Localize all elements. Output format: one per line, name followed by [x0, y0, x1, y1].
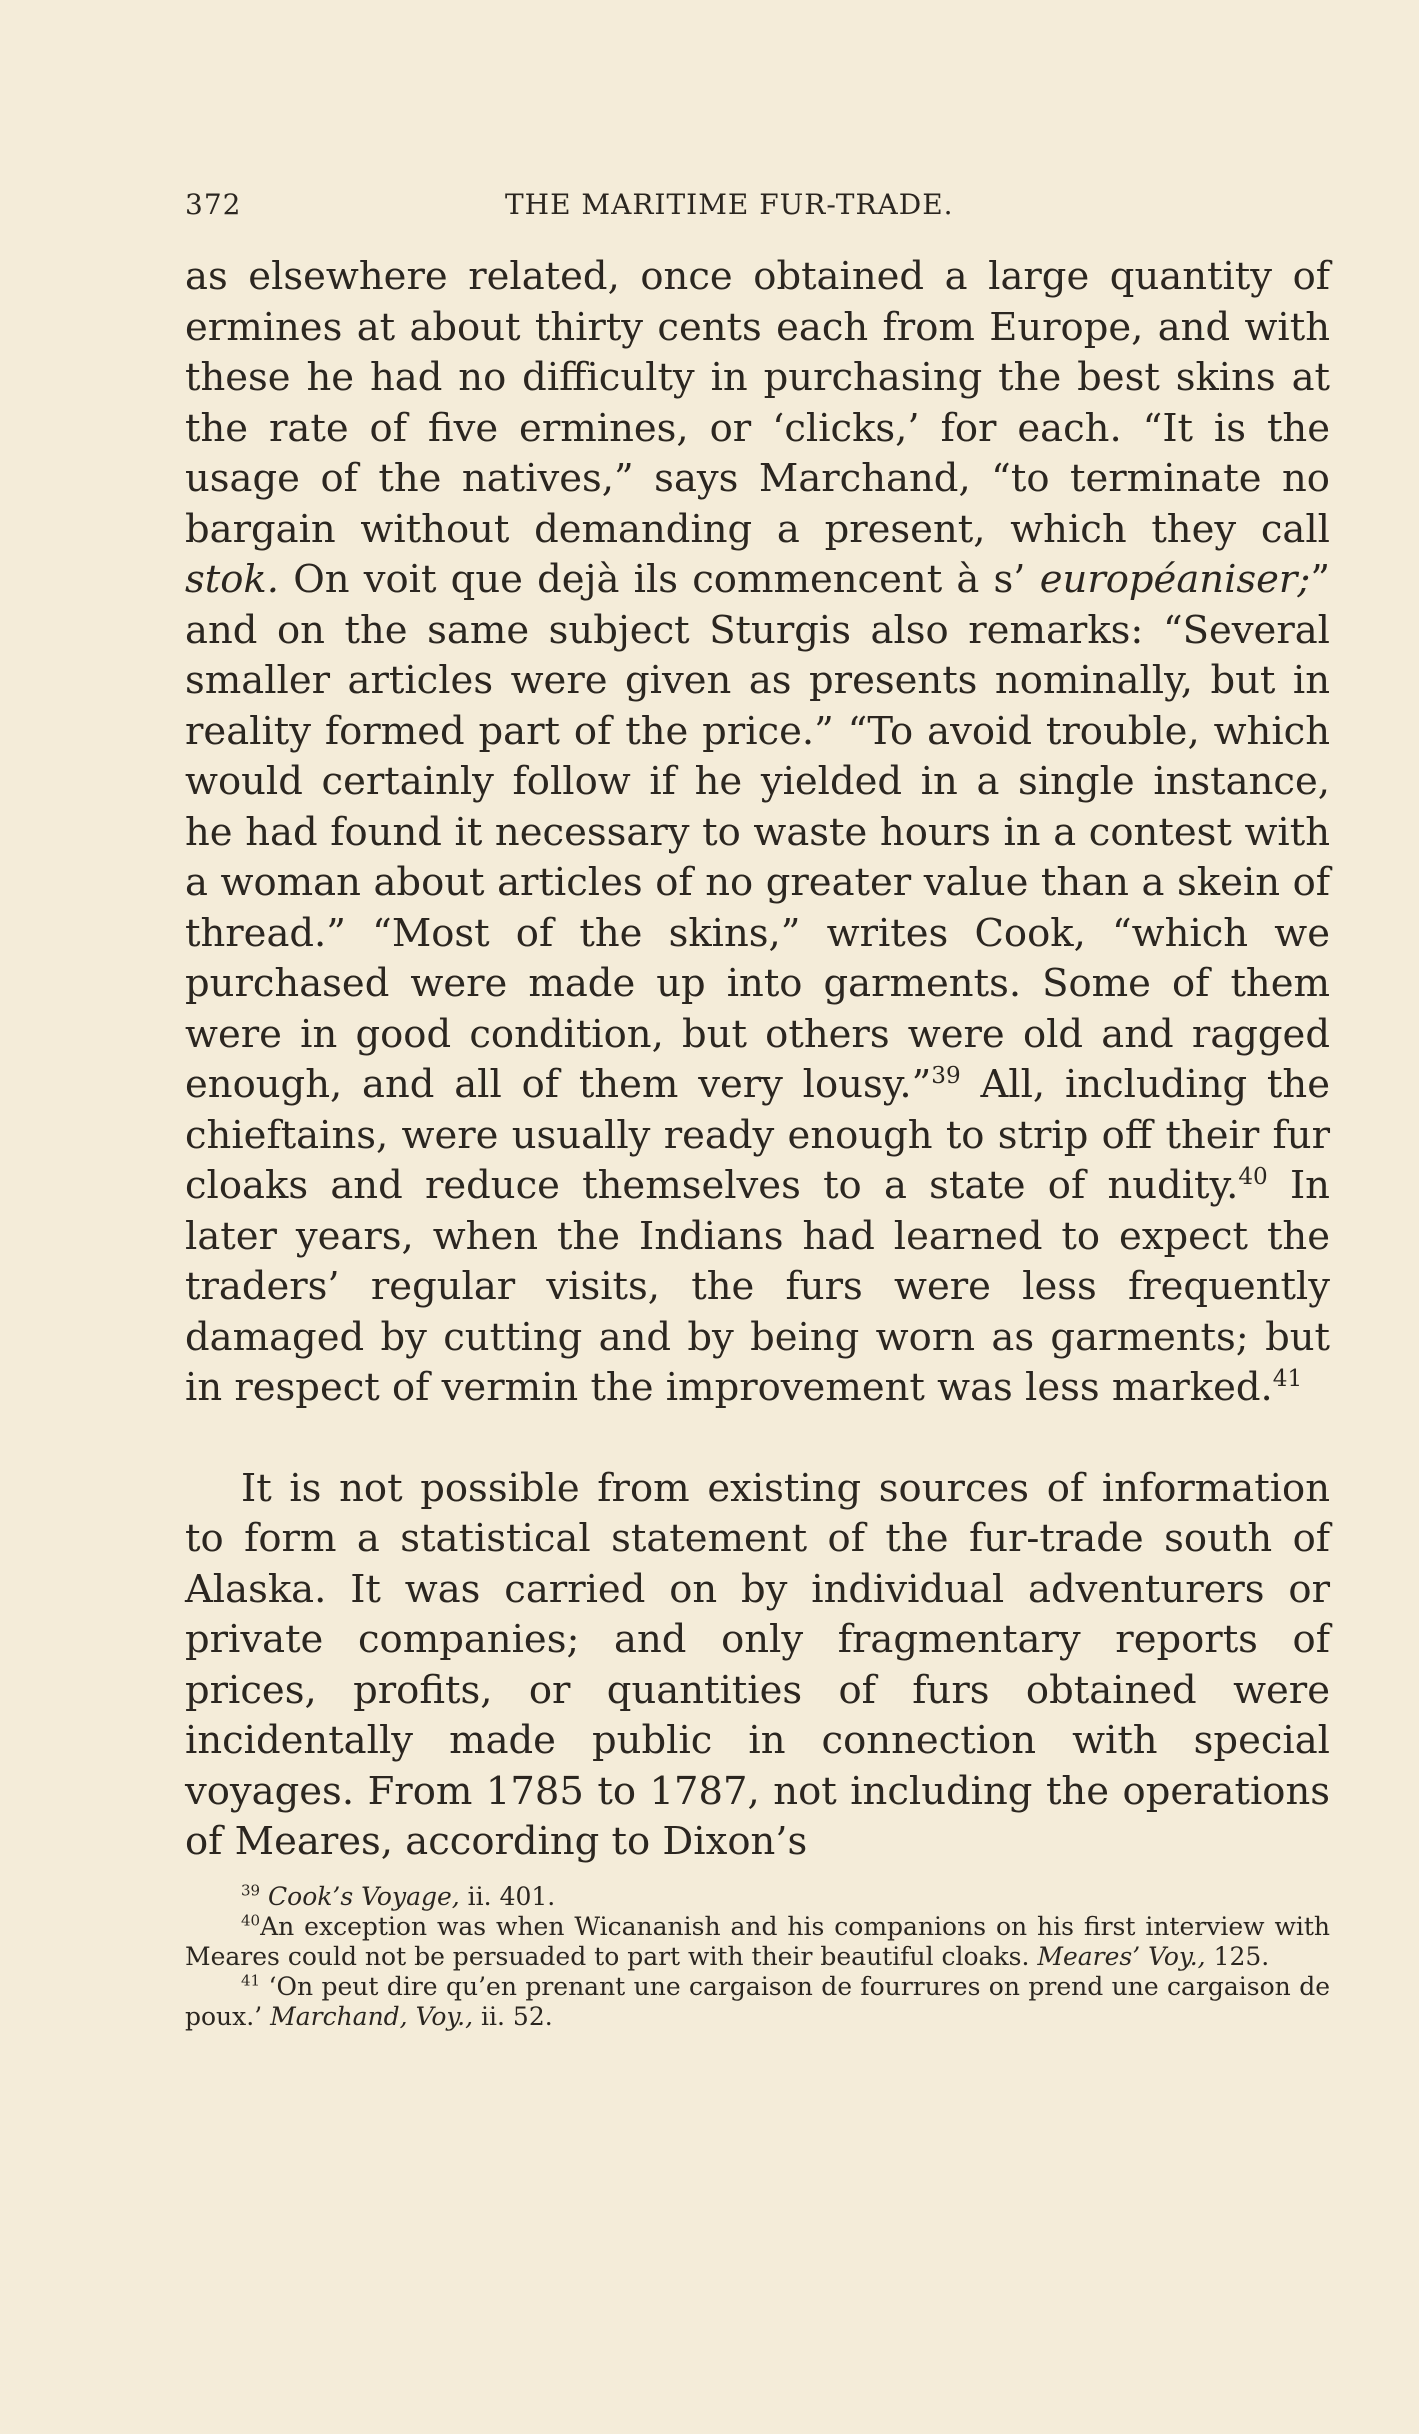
text-run: All, including the chieftains, were usually ready enough to strip off their fur cloaks and reduce themselves to a state of nudity.: [185, 1062, 1330, 1208]
paragraph-1: [185, 252, 1330, 1414]
footnote-41: [185, 1972, 1330, 2032]
footnote-40: [185, 1912, 1330, 1972]
text-run: [260, 1882, 268, 1911]
footnote-marker: 39: [241, 1881, 261, 1900]
running-title: THE MARITIME FUR-TRADE.: [505, 188, 954, 221]
text-run: 125.: [1205, 1941, 1270, 1971]
italic-text: Meares’ Voy.,: [1037, 1941, 1206, 1971]
body-text: [185, 252, 1330, 1868]
text-run: ii. 401.: [459, 1881, 556, 1911]
italic-text: stok.: [185, 557, 279, 602]
footnote-marker: 41: [1272, 1366, 1303, 1393]
book-page: [185, 180, 1330, 2032]
paragraph-2: [185, 1464, 1330, 1868]
footnote-marker: 39: [931, 1063, 961, 1090]
text-run: ii. 52.: [473, 2001, 553, 2031]
text-run: It is not possible from existing sources of information to form a statistical statement of the fur-trade south of Alaska. It was carried on by individual adventurers or private companies; and only fragmentary reports of prices, profits, or quantities of furs obtained were incidentally made public in connection with special voyages. From 1785 to 1787, not including the operations of Meares, according to Dixon’s: [185, 1465, 1330, 1864]
text-run: as elsewhere related, once obtained a large quantity of ermines at about thirty cents each from Europe, and with these he had no difficulty in purchasing the best skins at the rate of five ermines, or ‘clicks,’ for each. “It is the usage of the natives,” says Marchand, “to terminate no bargain without demanding a present, which they call: [185, 254, 1330, 552]
text-run: In later years, when the Indians had learned to expect the traders’ regular visits, the furs were less frequently damaged by cutting and by being worn as garments; but in respect of vermin the improvement was less marked.: [185, 1163, 1330, 1410]
running-head: [185, 180, 1330, 230]
italic-text: européaniser;: [1039, 557, 1311, 602]
footnote-marker: 40: [1238, 1164, 1268, 1191]
page-number: 372: [185, 188, 242, 221]
text-run: On voit que dejà ils commencent à s’: [278, 557, 1040, 602]
footnote-marker: 41: [241, 1971, 261, 1990]
text-run: ‘On peut dire qu’en prenant une cargaison de fourrures on prend une cargaison de poux.’: [185, 1971, 1330, 2031]
italic-text: Cook’s Voyage,: [268, 1881, 460, 1911]
text-run: An exception was when Wicananish and his companions on his first interview with Meares could not be persuaded to part with their beautiful cloaks.: [185, 1911, 1330, 1971]
text-run: ” and on the same subject Sturgis also remarks: “Several smaller articles were given as presents nominally, but in reality formed part of the price.” “To avoid trouble, which would certainly follow if he yielded in a single instance, he had found it necessary to waste hours in a contest with a woman about articles of no greater value than a skein of thread.” “Most of the skins,” writes Cook, “which we purchased were made up into garments. Some of them were in good condition, but others were old and ragged enough, and all of them very lousy.”: [185, 557, 1330, 1107]
footnote-39: [185, 1882, 1330, 1912]
footnotes: [185, 1882, 1330, 2032]
footnote-marker: 40: [241, 1911, 261, 1930]
italic-text: Marchand, Voy.,: [270, 2001, 474, 2031]
